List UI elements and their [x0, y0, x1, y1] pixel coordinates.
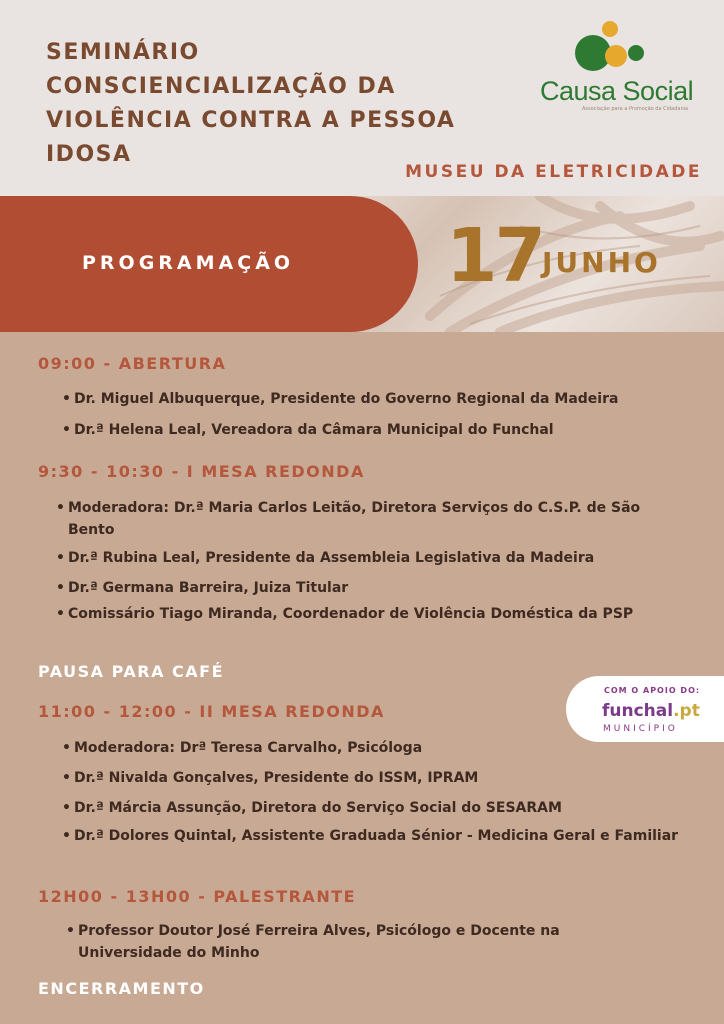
header-panel	[0, 0, 724, 200]
list-item: • Dr.ª Rubina Leal, Presidente da Assembleia Legislativa da Madeira	[56, 547, 696, 569]
support-badge	[566, 676, 724, 742]
list-item-text: Moderadora: Drª Teresa Carvalho, Psicóloga	[74, 740, 423, 756]
title-line: SEMINÁRIO	[46, 40, 200, 65]
section-time: ENCERRAMENTO	[38, 979, 205, 998]
municipio-label: MUNICÍPIO	[603, 724, 678, 734]
event-title	[46, 36, 506, 172]
funchal-name: funchal	[602, 701, 674, 721]
funchal-suffix: .pt	[673, 701, 700, 721]
section-time: 09:00 - ABERTURA	[38, 354, 227, 373]
list-item-text: Dr.ª Márcia Assunção, Diretora do Serviço Social do SESARAM	[74, 800, 562, 816]
list-item: • Dr.ª Márcia Assunção, Diretora do Serviço Social do SESARAM	[62, 797, 702, 819]
list-item-text: Dr.ª Dolores Quintal, Assistente Graduada Sénior - Medicina Geral e Familiar	[74, 828, 679, 844]
list-item: • Comissário Tiago Miranda, Coordenador de Violência Doméstica da PSP	[56, 603, 666, 625]
list-item-text: Dr.ª Helena Leal, Vereadora da Câmara Municipal do Funchal	[74, 422, 554, 438]
banner	[0, 196, 724, 332]
list-item: • Professor Doutor José Ferreira Alves, Psicólogo e Docente na Universidade do Minho	[66, 920, 646, 964]
list-item-text: Dr.ª Germana Barreira, Juiza Titular	[68, 580, 349, 596]
logo-name: Causa Social	[540, 76, 694, 106]
programacao-banner	[0, 196, 418, 332]
list-item-text: Comissário Tiago Miranda, Coordenador de Violência Doméstica da PSP	[68, 606, 634, 622]
list-item-text: Professor Doutor José Ferreira Alves, Psicólogo e Docente na Universidade do Minho	[78, 923, 560, 961]
event-day: 17	[446, 213, 543, 299]
list-item-text: Dr.ª Nivalda Gonçalves, Presidente do ISSM, IPRAM	[74, 770, 479, 786]
list-item: • Dr. Miguel Albuquerque, Presidente do Governo Regional da Madeira	[62, 388, 702, 410]
causa-social-logo	[540, 18, 708, 114]
title-line: VIOLÊNCIA CONTRA A PESSOA	[46, 108, 456, 133]
support-label: COM O APOIO DO:	[604, 686, 701, 695]
list-item: • Dr.ª Nivalda Gonçalves, Presidente do ISSM, IPRAM	[62, 767, 702, 789]
section-time: PAUSA PARA CAFÉ	[38, 662, 225, 681]
section-time: 12H00 - 13H00 - PALESTRANTE	[38, 887, 357, 906]
list-item: • Dr.ª Germana Barreira, Juiza Titular	[56, 577, 696, 599]
list-item: • Moderadora: Drª Teresa Carvalho, Psicóloga	[62, 737, 702, 759]
logo-subtitle: Associação para a Promoção da Cidadania	[582, 106, 689, 112]
list-item: • Dr.ª Dolores Quintal, Assistente Graduada Sénior - Medicina Geral e Familiar	[62, 825, 682, 847]
logo-circles-icon	[540, 18, 708, 78]
venue: MUSEU DA ELETRICIDADE	[405, 162, 702, 182]
list-item-text: Moderadora: Dr.ª Maria Carlos Leitão, Diretora Serviços do C.S.P. de São Bento	[68, 500, 641, 538]
event-month: JUNHO	[542, 246, 661, 279]
funchal-logo	[602, 701, 700, 721]
section-time: 11:00 - 12:00 - II MESA REDONDA	[38, 702, 385, 721]
list-item: • Dr.ª Helena Leal, Vereadora da Câmara Municipal do Funchal	[62, 419, 702, 441]
title-line: IDOSA	[46, 142, 132, 167]
title-line: CONSCIENCIALIZAÇÃO DA	[46, 74, 396, 99]
list-item: • Moderadora: Dr.ª Maria Carlos Leitão, Diretora Serviços do C.S.P. de São Bento	[56, 497, 656, 541]
programacao-label: PROGRAMAÇÃO	[82, 252, 295, 274]
list-item-text: Dr.ª Rubina Leal, Presidente da Assembleia Legislativa da Madeira	[68, 550, 595, 566]
list-item-text: Dr. Miguel Albuquerque, Presidente do Governo Regional da Madeira	[74, 391, 619, 407]
section-time: 9:30 - 10:30 - I MESA REDONDA	[38, 462, 365, 481]
